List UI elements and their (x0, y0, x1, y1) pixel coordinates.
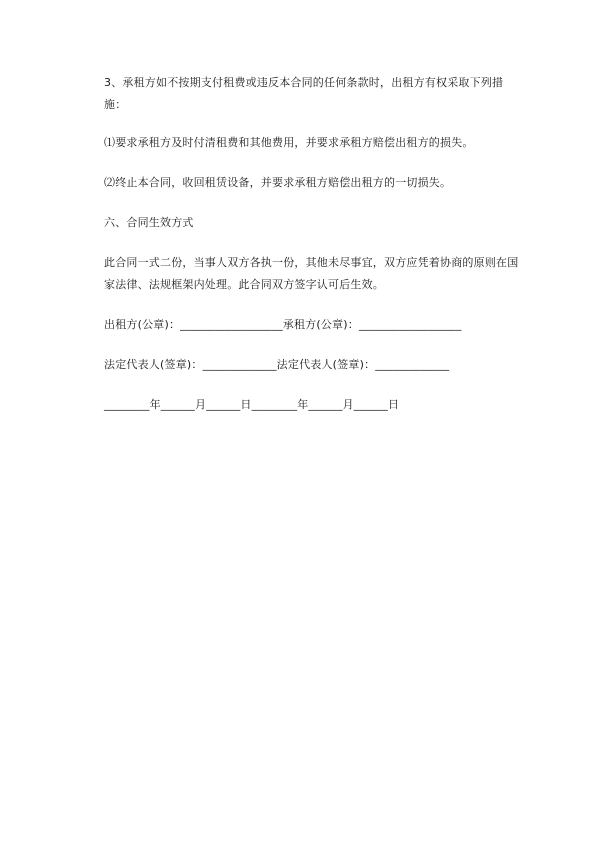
section-6-heading: 六、合同生效方式 (104, 216, 194, 229)
signature-parties-line: 出租方(公章)：__________________承租方(公章)：__________________ (104, 318, 462, 331)
clause-3-paragraph: 3、承租方如不按期支付租费或违反本合同的任何条款时，出租方有权采取下列措施： (104, 76, 504, 111)
signature-dates-line: ________年______月______日________年______月______日 (104, 398, 400, 411)
measure-1-paragraph: ⑴要求承租方及时付清租费和其他费用，并要求承租方赔偿出租方的损失。 (104, 136, 474, 149)
signature-representatives-line: 法定代表人(签章)：_____________法定代表人(签章)：_____________ (104, 358, 450, 371)
section-6-body: 此合同一式二份，当事人双方各执一份，其他未尽事宜，双方应凭着协商的原则在国家法律、法规框架内处理。此合同双方签字认可后生效。 (104, 256, 519, 291)
measure-2-paragraph: ⑵终止本合同，收回租赁设备，并要求承租方赔偿出租方的一切损失。 (104, 176, 452, 189)
